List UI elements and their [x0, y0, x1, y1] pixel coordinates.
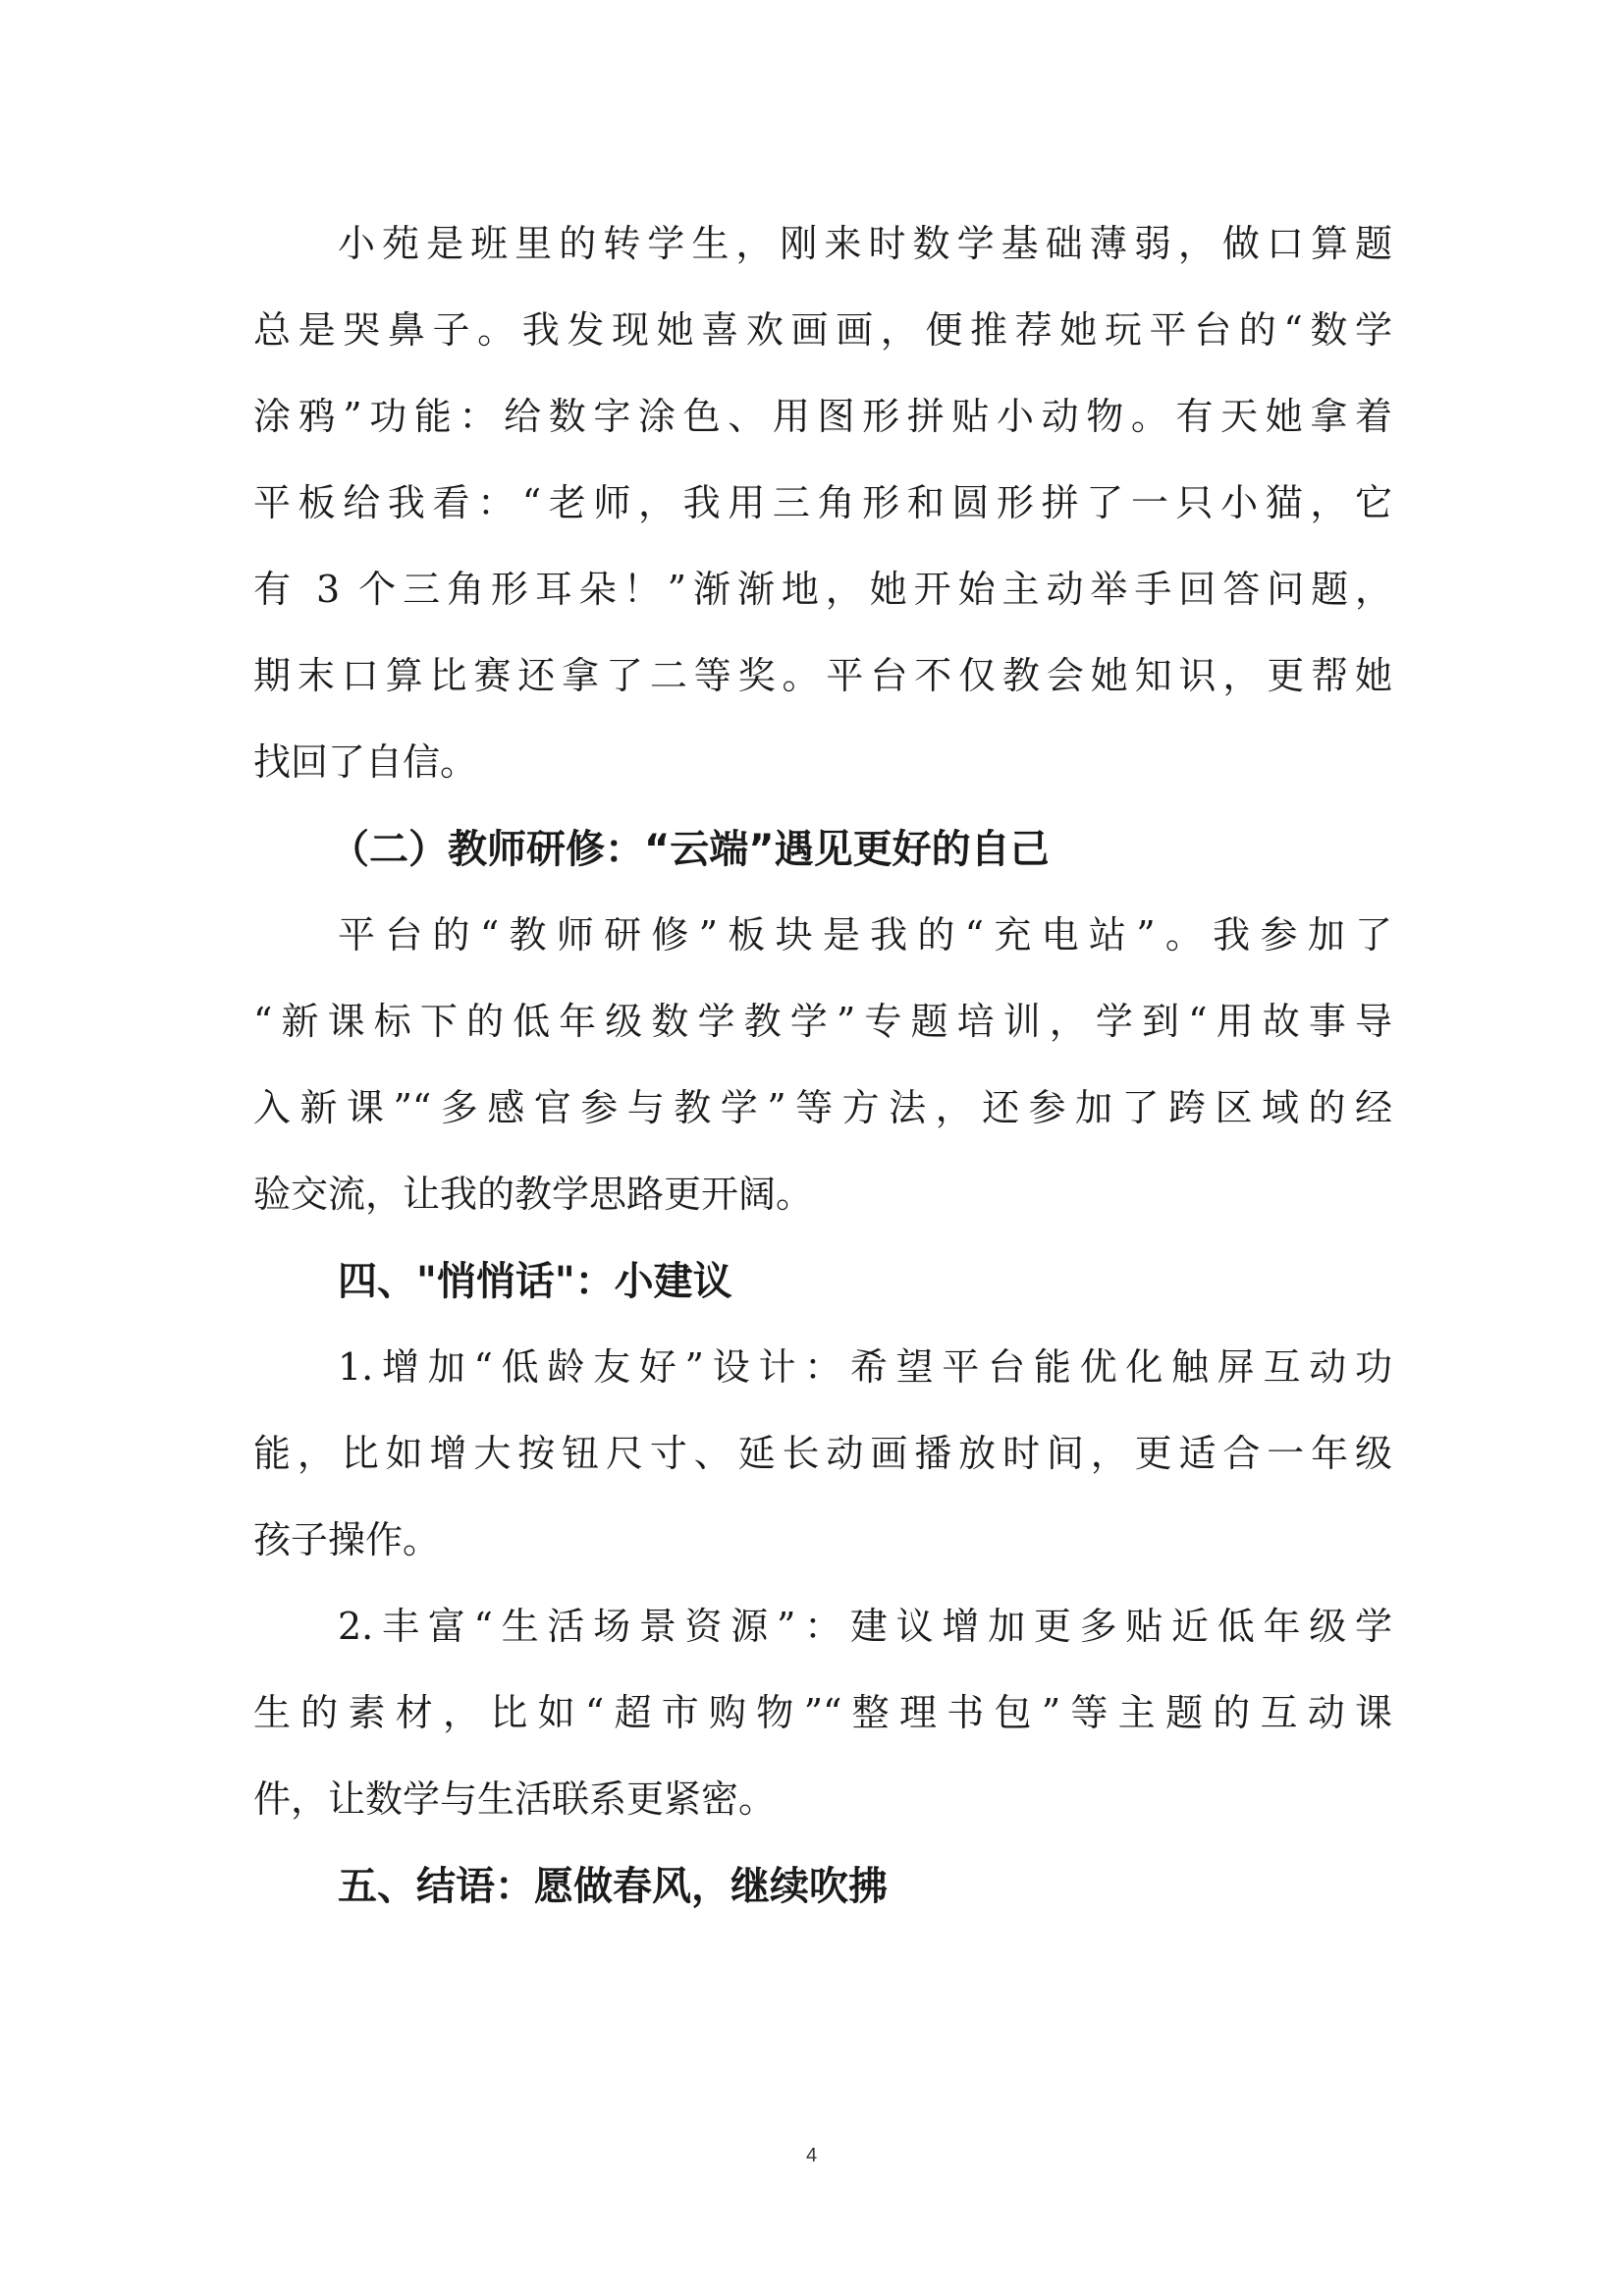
paragraph-line: 1.增加“低龄友好”设计：希望平台能优化触屏互动功: [338, 1345, 1392, 1389]
section-heading: 五、结语：愿做春风，继续吹拂: [338, 1864, 888, 1909]
section-subheading: （二）教师研修：“云端”遇见更好的自己: [330, 827, 1050, 872]
paragraph-line: “新课标下的低年级数学教学”专题培训，学到“用故事导: [253, 1000, 1392, 1043]
paragraph-line: 有 3 个三角形耳朵！”渐渐地，她开始主动举手回答问题，: [253, 568, 1392, 611]
paragraph-line: 小苑是班里的转学生，刚来时数学基础薄弱，做口算题: [338, 222, 1392, 265]
paragraph-line: 涂鸦”功能：给数字涂色、用图形拼贴小动物。有天她拿着: [253, 395, 1392, 438]
paragraph-line: 入新课”“多感官参与教学”等方法，还参加了跨区域的经: [253, 1086, 1392, 1129]
paragraph-line: 2.丰富“生活场景资源”：建议增加更多贴近低年级学: [338, 1605, 1392, 1648]
paragraph-line: 平台的“教师研修”板块是我的“充电站”。我参加了: [338, 913, 1392, 957]
paragraph-line: 总是哭鼻子。我发现她喜欢画画，便推荐她玩平台的“数学: [253, 308, 1392, 352]
paragraph-line: 找回了自信。: [253, 740, 478, 784]
paragraph-line: 能，比如增大按钮尺寸、延长动画播放时间，更适合一年级: [253, 1432, 1392, 1475]
paragraph-line: 孩子操作。: [253, 1518, 441, 1561]
paragraph-line: 件，让数学与生活联系更紧密。: [253, 1777, 777, 1821]
page-number: 4: [805, 2145, 818, 2166]
section-heading: 四、"悄悄话"：小建议: [338, 1259, 732, 1304]
paragraph-line: 期末口算比赛还拿了二等奖。平台不仅教会她知识，更帮她: [253, 654, 1392, 697]
paragraph-line: 平板给我看：“老师，我用三角形和圆形拼了一只小猫，它: [253, 481, 1392, 524]
paragraph-line: 验交流，让我的教学思路更开阔。: [253, 1173, 814, 1216]
paragraph-line: 生的素材，比如“超市购物”“整理书包”等主题的互动课: [253, 1691, 1392, 1734]
